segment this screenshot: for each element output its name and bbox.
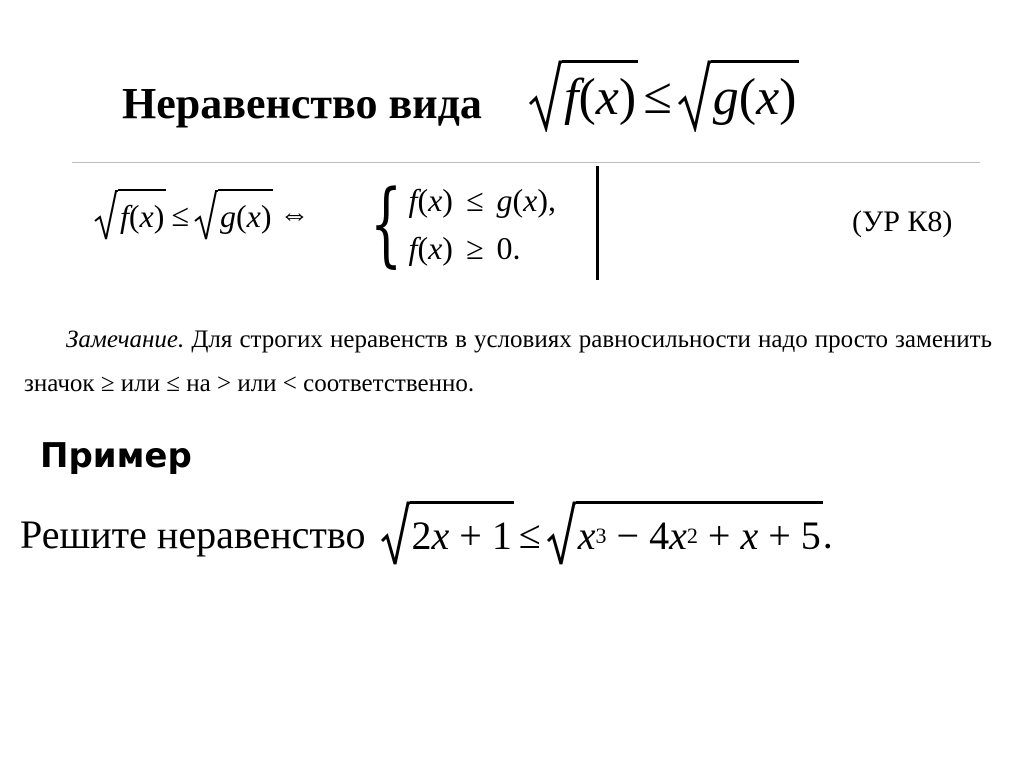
radical-sign	[194, 189, 218, 241]
sqrt-rhs: g ( x )	[677, 60, 799, 132]
radical-sign	[380, 501, 410, 567]
task-sqrt-lhs: 2 x + 1	[380, 501, 514, 567]
system-line-1: f(x) ≤ g(x),	[408, 182, 557, 218]
inequality-system	[370, 170, 556, 278]
horizontal-divider	[72, 162, 980, 163]
radical-sign	[528, 60, 562, 132]
theorem-lhs: f ( x ) ≤ g ( x ) ⇔	[94, 188, 315, 242]
remark-lead: Замечание.	[66, 326, 185, 353]
task-text: Решите неравенство	[20, 511, 366, 557]
sqrt-lhs: f ( x )	[528, 60, 638, 132]
rule-tag: (УР К8)	[852, 205, 953, 238]
vertical-divider	[596, 166, 599, 280]
system-brace: {	[370, 170, 403, 277]
example-heading: Пример	[40, 436, 192, 476]
task-sqrt-rhs: x 3 − 4 x 2 + x + 5	[546, 501, 823, 567]
equivalence-sign: ⇔	[279, 198, 310, 231]
radical-sign	[546, 501, 576, 567]
radical-sign	[677, 60, 711, 132]
slide-title: Неравенство вида	[122, 79, 482, 128]
title-formula	[528, 60, 799, 132]
system-line-2: f(x) ≥ 0.	[408, 230, 521, 266]
example-task: Решите неравенство 2 x + 1 ≤ x 3 − 4 x 2 + x + 5 .	[20, 500, 833, 568]
remark-paragraph	[24, 318, 992, 406]
radical-sign	[94, 189, 118, 241]
remark-text: Для строгих неравенств в условиях равносильности надо просто заменить значок ≥ или ≤ на > или < соответственно.	[24, 326, 993, 397]
relation-sign: ≤	[643, 67, 672, 125]
